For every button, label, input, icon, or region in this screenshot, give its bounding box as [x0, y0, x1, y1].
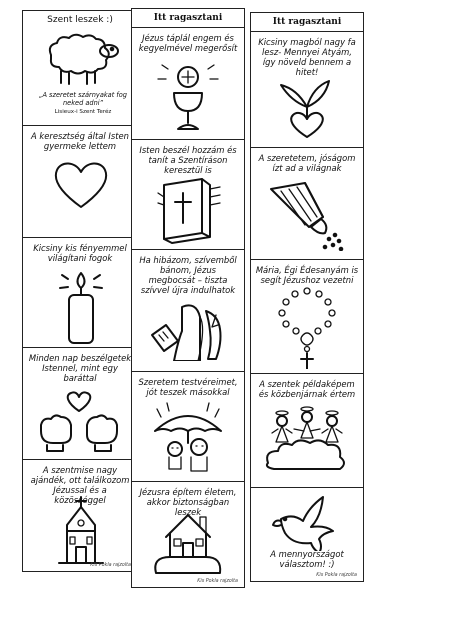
card-text: Ha hibázom, szívemből bánom, Jézus megbocsát – tiszta szívvel újra indulhatok	[139, 255, 237, 295]
saint-quote: „A szeretet szárnyakat fog neked adni”	[39, 91, 127, 107]
glue-here-header: Itt ragasztani	[251, 13, 363, 32]
illustrator-signature: Kis Pokla rajzolta	[316, 573, 357, 578]
card-saints	[251, 373, 363, 488]
card-salt	[251, 147, 363, 260]
card-text: Minden nap beszélgetek Istennel, mint egy baráttal	[28, 353, 132, 383]
card-baptism	[23, 125, 137, 238]
card-text: Kicsiny magból nagy fa lesz- Mennyei Atyám, így növeld bennem a hitet!	[258, 37, 356, 77]
house-rock-icon	[148, 507, 228, 577]
card-heaven	[251, 487, 363, 581]
hands-heart-icon	[37, 391, 121, 453]
card-text: Jézus táplál engem és kegyelmével megerősít	[138, 33, 238, 53]
church-icon	[51, 495, 111, 565]
card-saint	[23, 11, 137, 126]
saint-author: Lisieux-i Szent Teréz	[54, 109, 112, 115]
card-text: A szentmise nagy ajándék, ott találkozom Jézussal és a közösséggel	[30, 465, 130, 505]
card-text: A mennyországot választom! :)	[270, 549, 344, 569]
confession-icon	[150, 301, 226, 361]
card-text: Szeretem testvéreimet, jót teszek másokkal	[138, 377, 238, 397]
rosary-icon	[275, 287, 339, 369]
card-text: Mária, Égi Édesanyám is segít Jézushoz vezetni	[255, 265, 359, 285]
card-scripture	[132, 139, 244, 250]
card-eucharist	[132, 27, 244, 140]
card-text: A szentek példaképem és közbenjárnak értem	[258, 379, 356, 399]
umbrella-children-icon	[149, 401, 227, 473]
card-mary	[251, 259, 363, 374]
card-text: Kicsiny kis fényemmel világítani fogok	[33, 243, 127, 263]
card-prayer	[23, 347, 137, 460]
candle-icon	[56, 269, 106, 347]
card-confession	[132, 249, 244, 372]
card-faith-grows	[251, 31, 363, 148]
saints-cloud-icon	[264, 405, 350, 477]
illustrator-signature: Kis Pokla rajzolta	[197, 579, 238, 584]
chalice-host-icon	[156, 63, 220, 135]
salt-shaker-icon	[265, 181, 345, 251]
dove-icon	[271, 491, 341, 551]
bible-icon	[154, 175, 224, 247]
card-column-3	[250, 12, 364, 582]
heart-icon	[51, 157, 111, 213]
sprout-heart-icon	[277, 71, 337, 141]
card-title: Szent leszek :)	[47, 15, 113, 25]
card-light	[23, 237, 137, 348]
lamb-icon	[37, 29, 127, 89]
card-column-1	[22, 10, 138, 572]
card-text: Isten beszél hozzám és tanít a Szentíráson keresztül is	[139, 145, 237, 175]
card-text: Jézusra építem életem, akkor biztonságban leszek	[139, 487, 237, 517]
card-text: A szeretetem, jóságom ízt ad a világnak	[258, 153, 356, 173]
card-column-2	[131, 8, 245, 588]
card-text: A keresztség által Isten gyermeke lettem	[31, 131, 129, 151]
card-mass	[23, 459, 137, 571]
card-build-on-jesus	[132, 481, 244, 587]
glue-here-header: Itt ragasztani	[132, 9, 244, 28]
card-love-others	[132, 371, 244, 482]
illustrator-signature: Kis Pokla rajzolta	[90, 563, 131, 568]
